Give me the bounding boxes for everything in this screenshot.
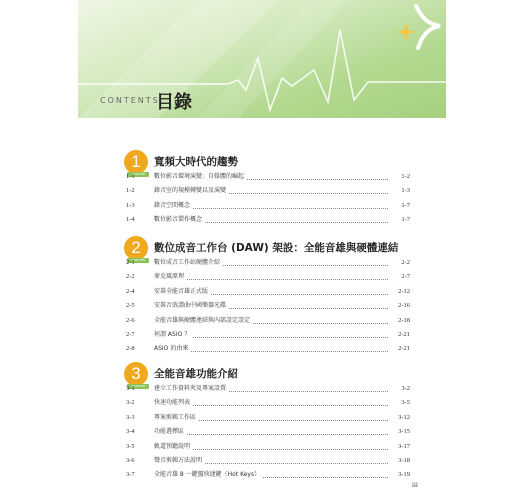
toc-entry[interactable]: 3-5 軌道預聽說明 3-17 bbox=[124, 440, 410, 454]
toc-entry[interactable]: 2-1 數位成音工作站硬體介紹 2-2 bbox=[124, 256, 410, 270]
chapter-number: 3 bbox=[124, 362, 148, 386]
chapter-title[interactable]: 寬頻大時代的趨勢 bbox=[154, 156, 238, 168]
chapter-tag: CHAPTER bbox=[127, 258, 149, 263]
chapter-entries bbox=[124, 170, 410, 228]
chapter-tag: CHAPTER bbox=[127, 172, 149, 177]
toc-entry[interactable]: 3-4 功能選擇區 3-15 bbox=[124, 425, 410, 439]
toc-entry[interactable]: 2-4 安裝全能音雄正式版 2-12 bbox=[124, 285, 410, 299]
chapter-title[interactable]: 數位成音工作台 (DAW) 架設：全能音雄與硬體連結 bbox=[154, 242, 399, 254]
toc-entry[interactable]: 1-3 錄音空間概念 1-7 bbox=[124, 199, 410, 213]
chapter-tag: CHAPTER bbox=[127, 384, 149, 389]
page-number: iii bbox=[412, 481, 418, 489]
toc-entry[interactable]: 2-7 何謂 ASIO ？ 2-21 bbox=[124, 328, 410, 342]
toc-entry[interactable]: 3-3 專案剪輯工作區 3-12 bbox=[124, 411, 410, 425]
contents-label: CONTENTS bbox=[100, 96, 160, 105]
toc-entry[interactable]: 2-2 麥克風原理 2-7 bbox=[124, 270, 410, 284]
toc-entry[interactable]: 2-5 安裝音效譜曲中國樂器光碟 2-16 bbox=[124, 299, 410, 313]
toc-entry[interactable]: 3-1 建立工作資料夾及專案設置 3-2 bbox=[124, 382, 410, 396]
chapter-entries bbox=[124, 382, 410, 483]
toc-entry[interactable]: 1-1 數位影音環境演變：自媒體的崛起 1-2 bbox=[124, 170, 410, 184]
sparkle-icon bbox=[396, 6, 440, 48]
chapter-title[interactable]: 全能音雄功能介紹 bbox=[154, 368, 238, 380]
toc-entry[interactable]: 2-8 ASIO 的由來 2-21 bbox=[124, 342, 410, 356]
toc-entry[interactable]: 2-6 全能音雄與硬體連結與內部設定設定 2-18 bbox=[124, 314, 410, 328]
chapter-entries bbox=[124, 256, 410, 357]
toc-entry[interactable]: 3-2 快速功能列表 3-5 bbox=[124, 396, 410, 410]
toc-entry[interactable]: 1-4 數位影音製作概念 1-7 bbox=[124, 213, 410, 227]
chapter-number: 1 bbox=[124, 150, 148, 174]
page-title: 目錄 bbox=[156, 92, 192, 113]
chapter-number: 2 bbox=[124, 236, 148, 260]
toc-entry[interactable]: 3-7 全能音雄 8 一鍵盤快捷鍵（Hot Keys） 3-19 bbox=[124, 468, 410, 482]
toc-entry[interactable]: 1-2 錄音室的規模轉變以及演變 1-3 bbox=[124, 184, 410, 198]
toc-entry[interactable]: 3-6 聲音剪輯方法說明 3-18 bbox=[124, 454, 410, 468]
